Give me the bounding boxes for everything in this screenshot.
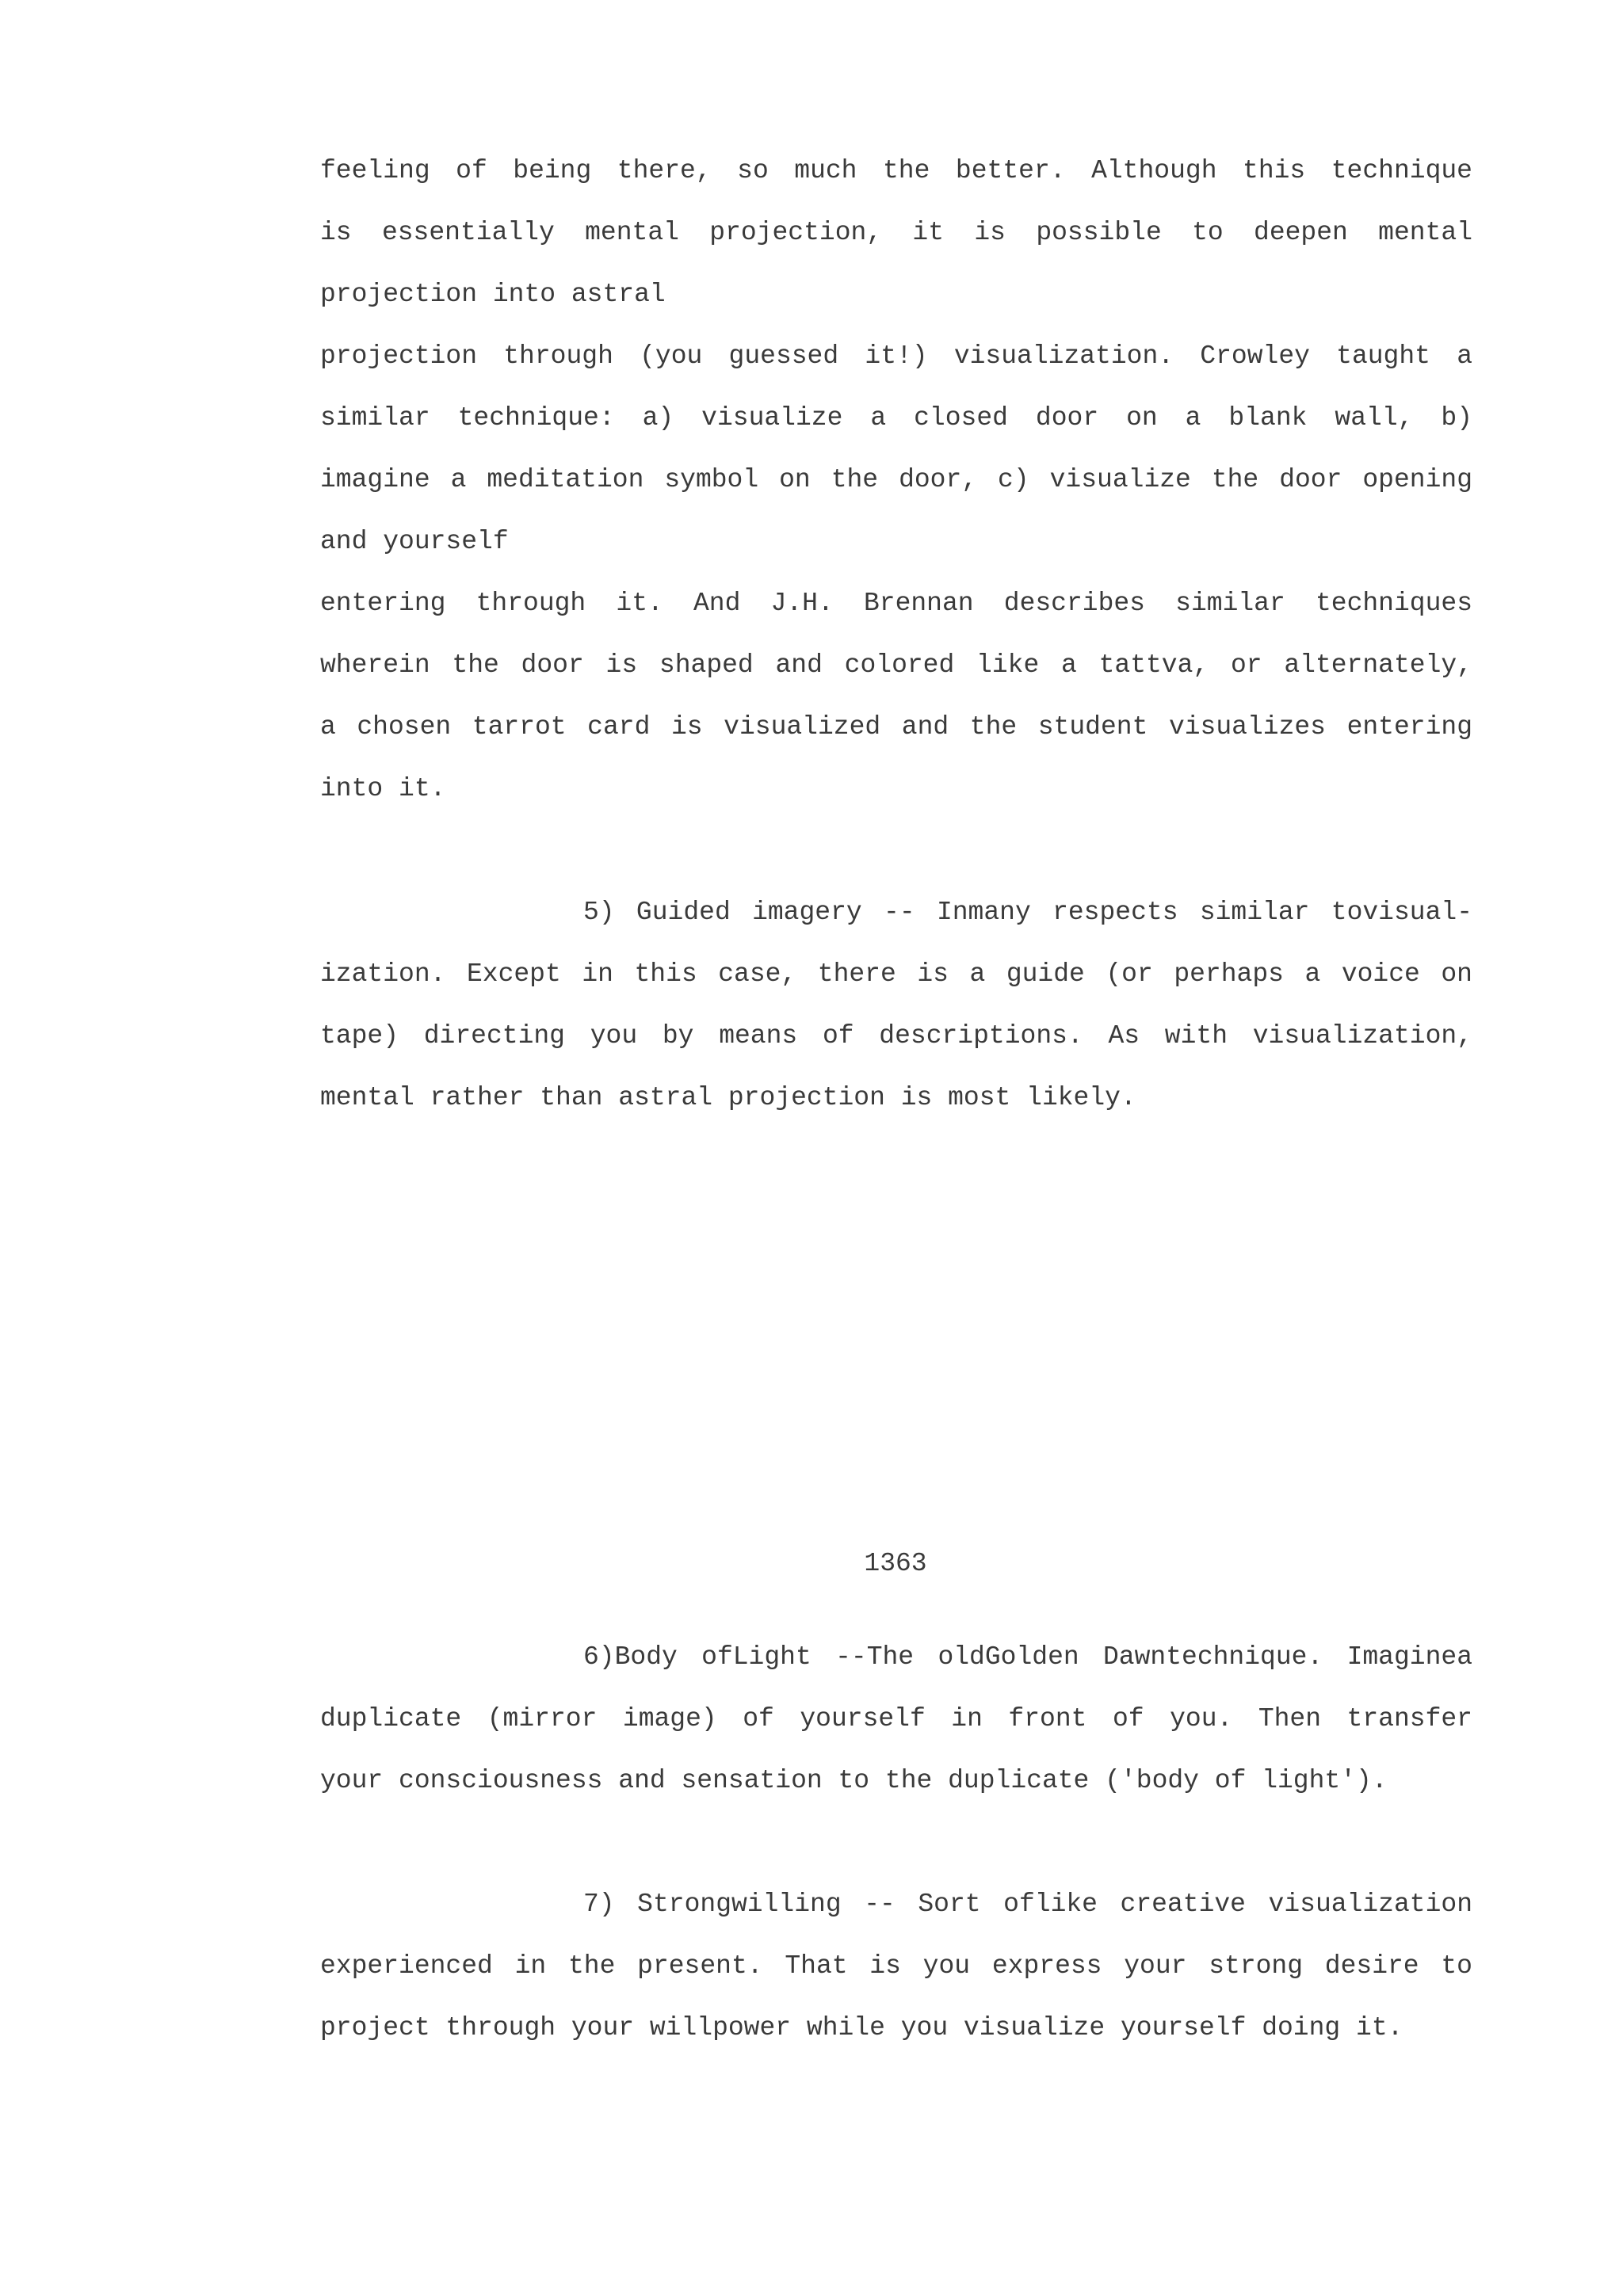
text-line: project through your willpower while you visualize yourself doing it. [320, 2013, 1403, 2042]
text-line: imagine a meditation symbol on the door, c) visualize the door opening [320, 465, 1472, 494]
text-line: is essentially mental projection, it is possible to deepen mental [320, 218, 1472, 247]
text-line: projection into astral [320, 280, 666, 309]
text-line: similar technique: a) visualize a closed door on a blank wall, b) [320, 403, 1472, 433]
text-line: and yourself [320, 527, 509, 556]
text-line: into it. [320, 774, 446, 803]
text-line: wherein the door is shaped and colored like a tattva, or alternately, [320, 650, 1472, 680]
text-line: mental rather than astral projection is most likely. [320, 1083, 1136, 1112]
paragraph-7-first-line: 7) Strongwilling -- Sort oflike creative visualization [583, 1890, 1472, 1919]
text-line: duplicate (mirror image) of yourself in front of you. Then transfer [320, 1704, 1472, 1733]
page-number: 1363 [864, 1549, 927, 1578]
text-line: feeling of being there, so much the better. Although this technique [320, 156, 1472, 185]
text-line: your consciousness and sensation to the duplicate ('body of light'). [320, 1766, 1388, 1795]
paragraph-5-first-line: 5) Guided imagery -- Inmany respects similar tovisual- [583, 898, 1472, 927]
paragraph-6-first-line: 6)Body ofLight --The oldGolden Dawntechnique. Imaginea [583, 1642, 1472, 1672]
text-line: ization. Except in this case, there is a guide (or perhaps a voice on [320, 959, 1472, 989]
text-line: tape) directing you by means of descriptions. As with visualization, [320, 1021, 1472, 1051]
text-line: experienced in the present. That is you express your strong desire to [320, 1951, 1472, 1981]
text-line: a chosen tarrot card is visualized and the student visualizes entering [320, 712, 1472, 742]
text-line: entering through it. And J.H. Brennan describes similar techniques [320, 589, 1472, 618]
text-line: projection through (you guessed it!) visualization. Crowley taught a [320, 341, 1472, 371]
